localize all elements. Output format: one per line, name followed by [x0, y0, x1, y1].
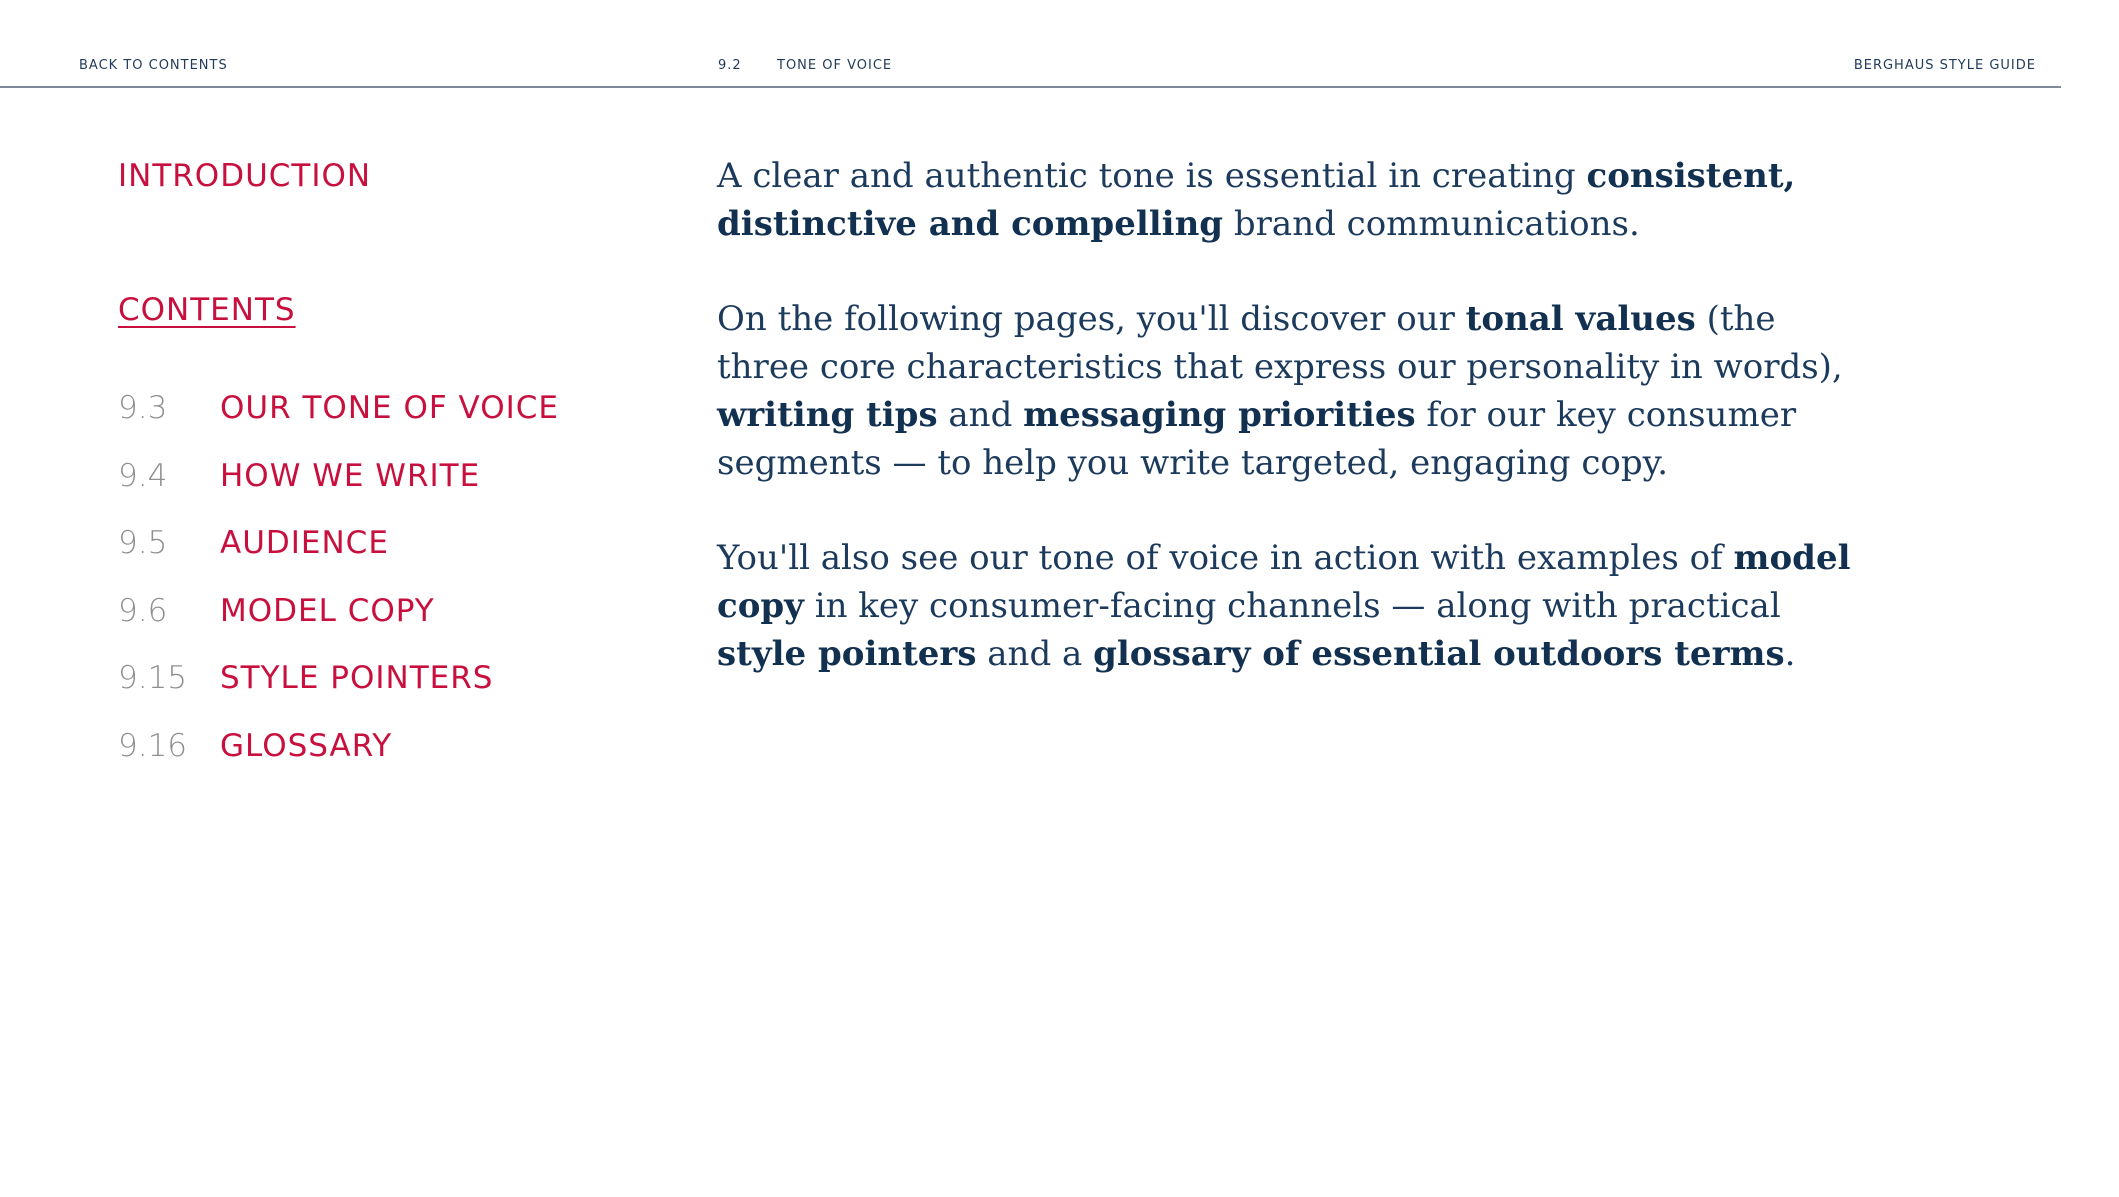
section-title: TONE OF VOICE — [777, 58, 893, 73]
contents-item-link[interactable]: MODEL COPY — [220, 592, 435, 629]
contents-item-link[interactable]: OUR TONE OF VOICE — [220, 390, 559, 426]
body-text: (the three core characteristics that express our personality in words), — [717, 299, 1843, 387]
contents-item-link[interactable]: STYLE POINTERS — [220, 660, 494, 696]
intro-paragraph-2 — [717, 295, 1877, 487]
contents-item-number: 9.16 — [118, 727, 188, 764]
emphasis-text: consistent, distinctive and compelling — [717, 156, 1796, 244]
emphasis-text: messaging priorities — [1023, 395, 1416, 435]
contents-item-link[interactable]: GLOSSARY — [220, 727, 393, 764]
emphasis-text: model copy — [717, 538, 1851, 626]
body-text: . — [1784, 634, 1796, 674]
body-text: On the following pages, you'll discover our — [717, 299, 1466, 339]
emphasis-text: style pointers — [717, 634, 977, 674]
body-text: brand communications. — [1223, 204, 1640, 244]
emphasis-text: tonal values — [1465, 299, 1696, 339]
body-text: for our key consumer segments — to help you write targeted, engaging copy. — [717, 395, 1797, 483]
intro-paragraph-1 — [717, 152, 1877, 248]
contents-item-number: 9.6 — [118, 592, 168, 629]
intro-paragraph-3 — [717, 534, 1877, 678]
contents-item-link[interactable]: HOW WE WRITE — [220, 457, 481, 494]
contents-heading[interactable]: CONTENTS — [118, 292, 296, 328]
contents-item-number: 9.5 — [118, 525, 168, 561]
body-text: in key consumer-facing channels — along with practical — [803, 586, 1781, 626]
guide-title: BERGHAUS STYLE GUIDE — [1853, 58, 2036, 73]
emphasis-text: writing tips — [717, 395, 938, 435]
section-number: 9.2 — [718, 58, 742, 73]
intro-copy — [717, 152, 1877, 725]
contents-item-number: 9.3 — [118, 390, 168, 426]
contents-item-number: 9.4 — [118, 457, 168, 494]
back-to-contents-link[interactable]: BACK TO CONTENTS — [79, 58, 228, 73]
body-text: and — [937, 395, 1024, 435]
body-text: A clear and authentic tone is essential in creating — [717, 156, 1587, 196]
contents-item-link[interactable]: AUDIENCE — [220, 525, 389, 561]
contents-item-number: 9.15 — [118, 660, 188, 696]
body-text: You'll also see our tone of voice in action with examples of — [717, 538, 1734, 578]
body-text: and a — [976, 634, 1094, 674]
emphasis-text: glossary of essential outdoors terms — [1093, 634, 1785, 674]
header-divider — [0, 86, 2061, 88]
introduction-heading[interactable]: INTRODUCTION — [118, 158, 372, 194]
